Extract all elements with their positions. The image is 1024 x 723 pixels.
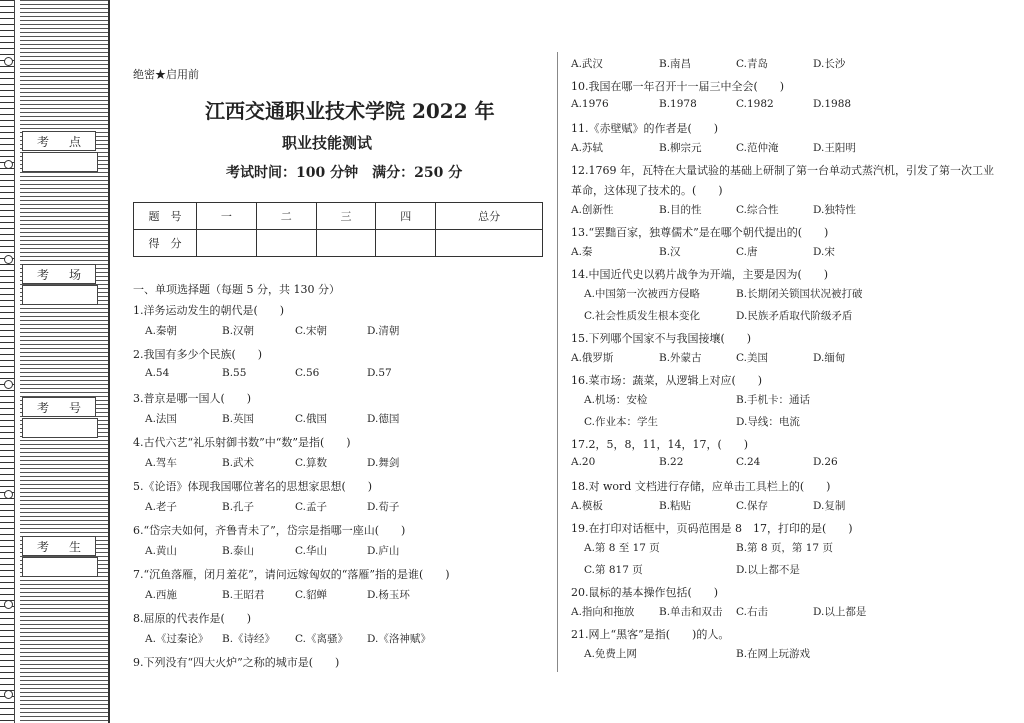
- answer-option: C.作业本：学生: [584, 416, 658, 428]
- score-entry[interactable]: [376, 230, 436, 257]
- answer-option: B.南昌: [659, 58, 692, 70]
- answer-option: A.第 8 至 17 页: [584, 542, 660, 554]
- answer-option: D.缅甸: [813, 352, 846, 364]
- answer-option: A.1976: [571, 98, 609, 110]
- answer-option: B.王昭君: [222, 589, 265, 601]
- answer-option: D.独特性: [813, 204, 856, 216]
- answer-option: A.指向和拖放: [571, 606, 635, 618]
- answer-option: A.模板: [571, 500, 603, 512]
- exam-room-field: [22, 285, 98, 305]
- answer-option: B.单击和双击: [659, 606, 723, 618]
- answer-option: B.55: [222, 367, 247, 379]
- score-table: [133, 202, 543, 257]
- score-table-score-row: [134, 230, 543, 257]
- answer-option: C.综合性: [736, 204, 779, 216]
- answer-option: A.西施: [145, 589, 177, 601]
- score-cell: 一: [197, 203, 257, 230]
- answer-option: B.目的性: [659, 204, 702, 216]
- answer-option: C.《离骚》: [295, 633, 348, 645]
- answer-option: C.1982: [736, 98, 774, 110]
- exam-site-label: 考 点: [22, 131, 96, 151]
- question-text: 10.我国在哪一年召开十一届三中全会( ): [571, 80, 785, 93]
- answer-option: B.汉朝: [222, 325, 255, 337]
- answer-option: A.创新性: [571, 204, 614, 216]
- score-cell: 四: [376, 203, 436, 230]
- score-entry[interactable]: [316, 230, 376, 257]
- answer-option: D.宋: [813, 246, 835, 258]
- question-text: 6.“岱宗夫如何，齐鲁青未了”，岱宗是指哪一座山( ): [133, 524, 406, 537]
- question-text: 19.在打印对话框中，页码范围是 8 17，打印的是( ): [571, 522, 853, 535]
- answer-option: A.54: [145, 367, 170, 379]
- score-cell: 三: [316, 203, 376, 230]
- exam-site-field: [22, 152, 98, 172]
- answer-option: C.华山: [295, 545, 327, 557]
- score-entry[interactable]: [436, 230, 543, 257]
- answer-option: C.孟子: [295, 501, 327, 513]
- answer-option: C.俄国: [295, 413, 327, 425]
- answer-option: D.清朝: [367, 325, 400, 337]
- answer-option: A.免费上网: [584, 648, 637, 660]
- answer-option: B.汉: [659, 246, 681, 258]
- answer-option: D.导线：电流: [736, 416, 800, 428]
- exam-room-label: 考 场: [22, 264, 96, 284]
- answer-option: C.貂蝉: [295, 589, 327, 601]
- question-text: 13.“罢黜百家，独尊儒术”是在哪个朝代提出的( ): [571, 226, 829, 239]
- answer-option: D.民族矛盾取代阶级矛盾: [736, 310, 853, 322]
- question-text: 4.古代六艺“礼乐射御书数”中“数”是指( ): [133, 436, 351, 449]
- score-cell: 得 分: [134, 230, 197, 257]
- examinee-label: 考 生: [22, 536, 96, 556]
- answer-option: C.范仲淹: [736, 142, 779, 154]
- binding-strip: [0, 0, 118, 723]
- question-text: 14.中国近代史以鸦片战争为开端，主要是因为( ): [571, 268, 829, 281]
- answer-option: B.在网上玩游戏: [736, 648, 811, 660]
- answer-option: B.粘贴: [659, 500, 692, 512]
- answer-option: A.法国: [145, 413, 177, 425]
- answer-option: B.柳宗元: [659, 142, 702, 154]
- answer-option: C.社会性质发生根本变化: [584, 310, 700, 322]
- answer-option: D.以上都是: [813, 606, 867, 618]
- answer-option: A.黄山: [145, 545, 177, 557]
- answer-option: C.青岛: [736, 58, 768, 70]
- answer-option: A.苏轼: [571, 142, 603, 154]
- answer-option: D.德国: [367, 413, 400, 425]
- answer-option: B.英国: [222, 413, 255, 425]
- answer-option: A.秦: [571, 246, 593, 258]
- score-cell: 题 号: [134, 203, 197, 230]
- answer-option: A.老子: [145, 501, 177, 513]
- answer-option: B.1978: [659, 98, 697, 110]
- answer-option: C.第 817 页: [584, 564, 643, 576]
- answer-option: A.俄罗斯: [571, 352, 614, 364]
- answer-option: A.秦朝: [145, 325, 177, 337]
- answer-option: C.宋朝: [295, 325, 327, 337]
- question-text: 9.下列没有“四大火炉”之称的城市是( ): [133, 656, 340, 669]
- answer-option: D.荀子: [367, 501, 400, 513]
- exam-number-field: [22, 418, 98, 438]
- answer-option: C.算数: [295, 457, 327, 469]
- answer-option: A.机场：安检: [584, 394, 648, 406]
- score-entry[interactable]: [197, 230, 257, 257]
- answer-option: A.《过秦论》: [145, 633, 209, 645]
- score-table-header-row: [134, 203, 543, 230]
- answer-option: B.第 8 页，第 17 页: [736, 542, 833, 554]
- answer-option: D.长沙: [813, 58, 846, 70]
- perforation-line: [0, 0, 14, 723]
- page-title: 江西交通职业技术学院 2022 年: [205, 99, 495, 123]
- section-heading: 一、单项选择题（每题 5 分，共 130 分）: [133, 283, 340, 296]
- question-text: 7.“沉鱼落雁，闭月羞花”，请问远嫁匈奴的“落雁”指的是谁( ): [133, 568, 450, 581]
- answer-option: D.《洛神赋》: [367, 633, 431, 645]
- score-entry[interactable]: [256, 230, 316, 257]
- answer-option: D.复制: [813, 500, 846, 512]
- answer-option: C.唐: [736, 246, 758, 258]
- answer-option: B.《诗经》: [222, 633, 276, 645]
- answer-option: B.泰山: [222, 545, 255, 557]
- answer-option: C.美国: [736, 352, 768, 364]
- answer-option: A.中国第一次被西方侵略: [584, 288, 700, 300]
- question-text: 12.1769 年，瓦特在大量试验的基础上研制了第一台单动式蒸汽机，引发了第一次工业: [571, 164, 994, 177]
- answer-option: B.手机卡：通话: [736, 394, 811, 406]
- question-text: 16.菜市场：蔬菜，从逻辑上对应( ): [571, 374, 763, 387]
- answer-option: D.舞剑: [367, 457, 400, 469]
- question-text: 17.2，5，8，11，14，17，( ): [571, 438, 749, 451]
- question-text: 1.洋务运动发生的朝代是( ): [133, 304, 285, 317]
- question-text: 3.普京是哪一国人( ): [133, 392, 252, 405]
- answer-option: D.杨玉环: [367, 589, 410, 601]
- exam-number-label: 考 号: [22, 397, 96, 417]
- answer-option: A.20: [571, 456, 596, 468]
- answer-option: B.孔子: [222, 501, 255, 513]
- question-text: 21.网上“黑客”是指( )的人。: [571, 628, 730, 641]
- score-cell: 总分: [436, 203, 543, 230]
- question-text: 8.屈原的代表作是( ): [133, 612, 252, 625]
- answer-option: D.以上都不是: [736, 564, 800, 576]
- binding-ruled-area: [20, 0, 108, 723]
- answer-option: A.驾车: [145, 457, 177, 469]
- answer-option: B.外蒙古: [659, 352, 702, 364]
- answer-option: C.右击: [736, 606, 768, 618]
- examinee-field: [22, 557, 98, 577]
- page-subtitle: 职业技能测试: [282, 134, 373, 152]
- column-divider: [557, 52, 558, 672]
- answer-option: B.长期闭关锁国状况被打破: [736, 288, 863, 300]
- answer-option: C.56: [295, 367, 320, 379]
- question-text: 5.《论语》体现我国哪位著名的思想家思想( ): [133, 480, 373, 493]
- answer-option: D.26: [813, 456, 838, 468]
- question-text: 20.鼠标的基本操作包括( ): [571, 586, 719, 599]
- answer-option: C.24: [736, 456, 761, 468]
- answer-option: D.庐山: [367, 545, 400, 557]
- score-cell: 二: [256, 203, 316, 230]
- answer-option: D.王阳明: [813, 142, 856, 154]
- question-text: 18.对 word 文档进行存储，应单击工具栏上的( ): [571, 480, 831, 493]
- answer-option: B.武术: [222, 457, 255, 469]
- answer-option: B.22: [659, 456, 684, 468]
- question-text-cont: 革命，这体现了技术的。( ): [571, 184, 723, 197]
- question-text: 15.下列哪个国家不与我国接壤( ): [571, 332, 752, 345]
- secret-mark: 绝密★启用前: [133, 68, 199, 81]
- exam-time: 考试时间：100 分钟 满分：250 分: [226, 165, 463, 181]
- answer-option: D.57: [367, 367, 392, 379]
- question-text: 2.我国有多少个民族( ): [133, 348, 263, 361]
- answer-option: C.保存: [736, 500, 768, 512]
- question-text: 11.《赤壁赋》的作者是( ): [571, 122, 719, 135]
- answer-option: D.1988: [813, 98, 852, 110]
- answer-option: A.武汉: [571, 58, 603, 70]
